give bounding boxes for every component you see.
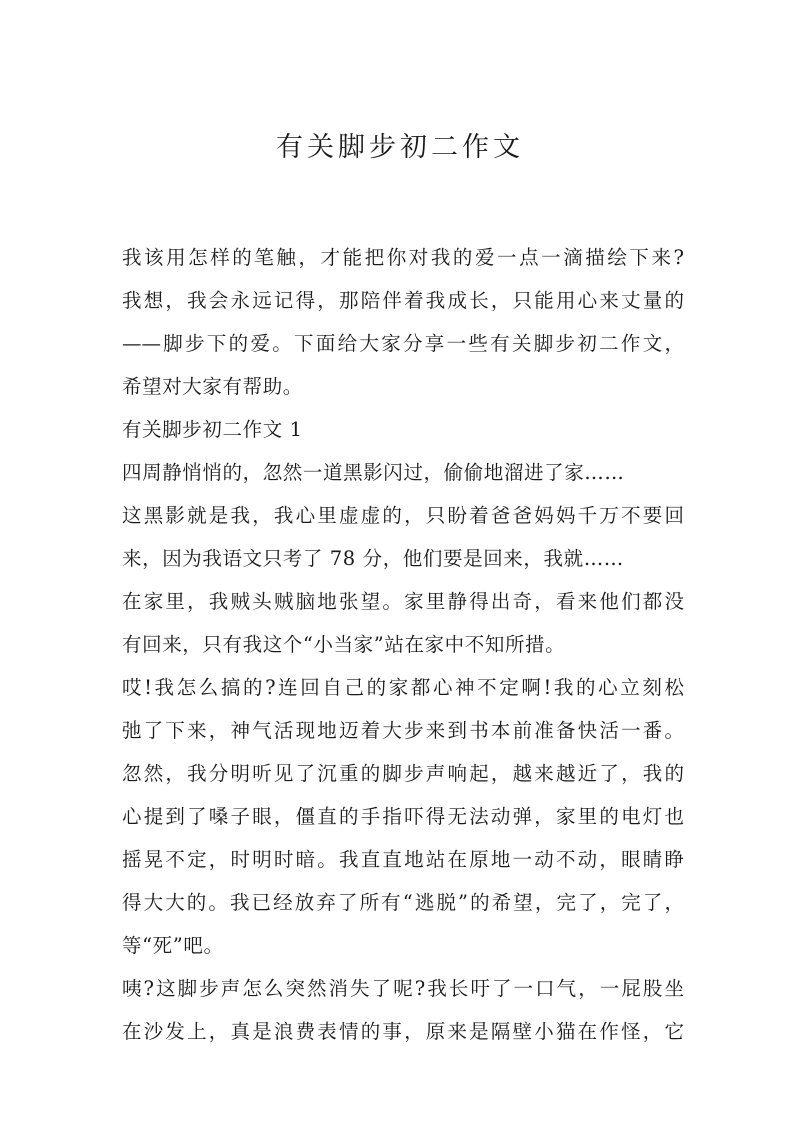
body-line: 哎!我怎么搞的?连回自己的家都心神不定啊!我的心立刻松 bbox=[122, 676, 684, 699]
body-line: 弛了下来，神气活现地迈着大步来到书本前准备快活一番。 bbox=[122, 719, 684, 742]
body-line: ——脚步下的爱。下面给大家分享一些有关脚步初二作文， bbox=[122, 332, 684, 355]
body-line: 忽然，我分明听见了沉重的脚步声响起，越来越近了，我的 bbox=[122, 762, 684, 785]
body-line: 来，因为我语文只考了 78 分，他们要是回来，我就…… bbox=[122, 547, 624, 570]
document-title: 有关脚步初二作文 bbox=[276, 132, 524, 163]
body-line: 有回来，只有我这个“小当家”站在家中不知所措。 bbox=[122, 633, 566, 656]
body-line: 在沙发上，真是浪费表情的事，原来是隔壁小猫在作怪，它 bbox=[122, 1020, 684, 1043]
document-body bbox=[122, 236, 684, 1053]
body-line: 希望对大家有帮助。 bbox=[122, 375, 303, 398]
body-line: 心提到了嗓子眼，僵直的手指吓得无法动弹，家里的电灯也 bbox=[122, 805, 684, 828]
body-line: 我该用怎样的笔触，才能把你对我的爱一点一滴描绘下来? bbox=[122, 246, 684, 269]
body-line: 这黑影就是我，我心里虚虚的，只盼着爸爸妈妈千万不要回 bbox=[122, 504, 684, 527]
body-line: 咦?这脚步声怎么突然消失了呢?我长吁了一口气，一屁股坐 bbox=[122, 977, 684, 1000]
body-line: 得大大的。我已经放弃了所有“逃脱”的希望，完了，完了， bbox=[122, 891, 684, 914]
body-line: 等“死”吧。 bbox=[122, 934, 224, 957]
body-line: 有关脚步初二作文 1 bbox=[122, 418, 303, 441]
body-line: 摇晃不定，时明时暗。我直直地站在原地一动不动，眼睛睁 bbox=[122, 848, 684, 871]
body-line: 在家里，我贼头贼脑地张望。家里静得出奇，看来他们都没 bbox=[122, 590, 684, 613]
body-line: 我想，我会永远记得，那陪伴着我成长，只能用心来丈量的 bbox=[122, 289, 684, 312]
body-line: 四周静悄悄的，忽然一道黑影闪过，偷偷地溜进了家…… bbox=[122, 461, 625, 484]
